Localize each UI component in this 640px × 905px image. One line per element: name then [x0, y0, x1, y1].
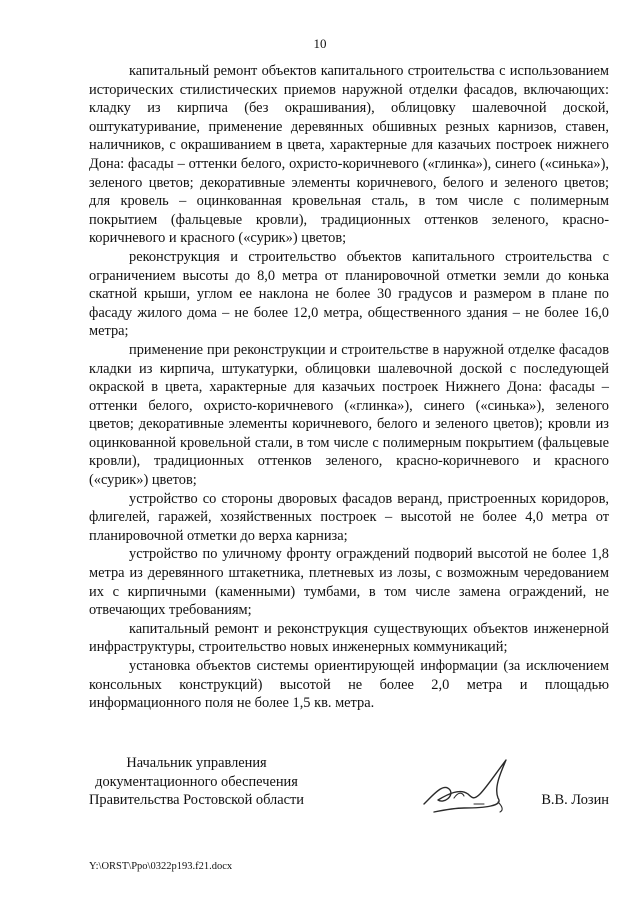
paragraph-facade-finishing: применение при реконструкции и строительстве в наружной отделке фасадов кладки из кирпича, штукатурки, облицовки шалевочной доской с последующей окраской в цвета, характерные для казачьих построек Нижнего Дона: фасады – оттенки белого, охристо-коричневого («глинка»), синего («синька»), зеленого цветов; декоративные элементы коричневого, белого и зеленого цветов); кровли из оцинкованной кровельной стали, в том числе с полимерным покрытием (фальцевые кровли), традиционных оттенков зеленого, красно-коричневого и красного («сурик») цветов; — [89, 341, 609, 489]
handwritten-signature — [414, 754, 524, 816]
signatory-position-line: Правительства Ростовской области — [89, 792, 304, 809]
paragraph-capital-repair: капитальный ремонт объектов капитального строительства с использованием исторических стилистических приемов наружной отделки фасадов, включающих: кладку из кирпича (без окрашивания), облицовку шалевочной доской, оштукатуривание, применение деревянных обшивных резных карнизов, ставен, наличников, с окрашиванием в цвета, характерные для казачьих построек нижнего Дона: фасады – оттенки белого, охристо-коричневого («глинка»), синего («синька»), зеленого цветов; декоративные элементы коричневого, белого и зеленого цветов; для кровель – оцинкованная кровельная сталь, в том числе с полимерным покрытием (фальцевые кровли), традиционных оттенков зеленого, красно-коричневого и красного («сурик») цветов; — [89, 63, 609, 247]
page-number: 10 — [313, 36, 327, 51]
signatory-position-line: Начальник управления — [126, 755, 267, 771]
footer-file-path: Y:\ORST\Ppo\0322p193.f21.docx — [89, 861, 233, 872]
signatory-position-line: документационного обеспечения — [95, 773, 298, 790]
paragraph-reconstruction-height: реконструкция и строительство объектов капитального строительства с ограничением высоты до 8,0 метра от планировочной отметки земли до конька скатной крыши, углом ее наклона не более 30 градусов и размером в плане по фасаду жилого дома – не более 12,0 метра, общественного здания – не более 16,0 метра; — [89, 248, 609, 340]
signature-block — [89, 754, 609, 814]
paragraph-information-system: установка объектов системы ориентирующей информации (за исключением консольных конструкций) высотой не более 2,0 метра и площадью информационного поля не более 1,5 кв. метра. — [89, 658, 609, 712]
signatory-position — [89, 754, 304, 810]
signatory-name: В.В. Лозин — [541, 792, 609, 808]
paragraph-courtyard-structures: устройство со стороны дворовых фасадов веранд, пристроенных коридоров, флигелей, гаражей, хозяйственных построек – высотой не более 4,0 метра от планировочной отметки до верха карниза; — [89, 490, 609, 544]
document-body — [89, 62, 609, 713]
paragraph-street-fences: устройство по уличному фронту ограждений подворий высотой не более 1,8 метра из деревянного штакетника, плетневых из лозы, с возможным чередованием их с кирпичными (каменными) тумбами, в том числе замена ограждений, не отвечающих требованиям; — [89, 546, 609, 619]
paragraph-engineering-infrastructure: капитальный ремонт и реконструкция существующих объектов инженерной инфраструктуры, строительство новых инженерных коммуникаций; — [89, 620, 609, 656]
